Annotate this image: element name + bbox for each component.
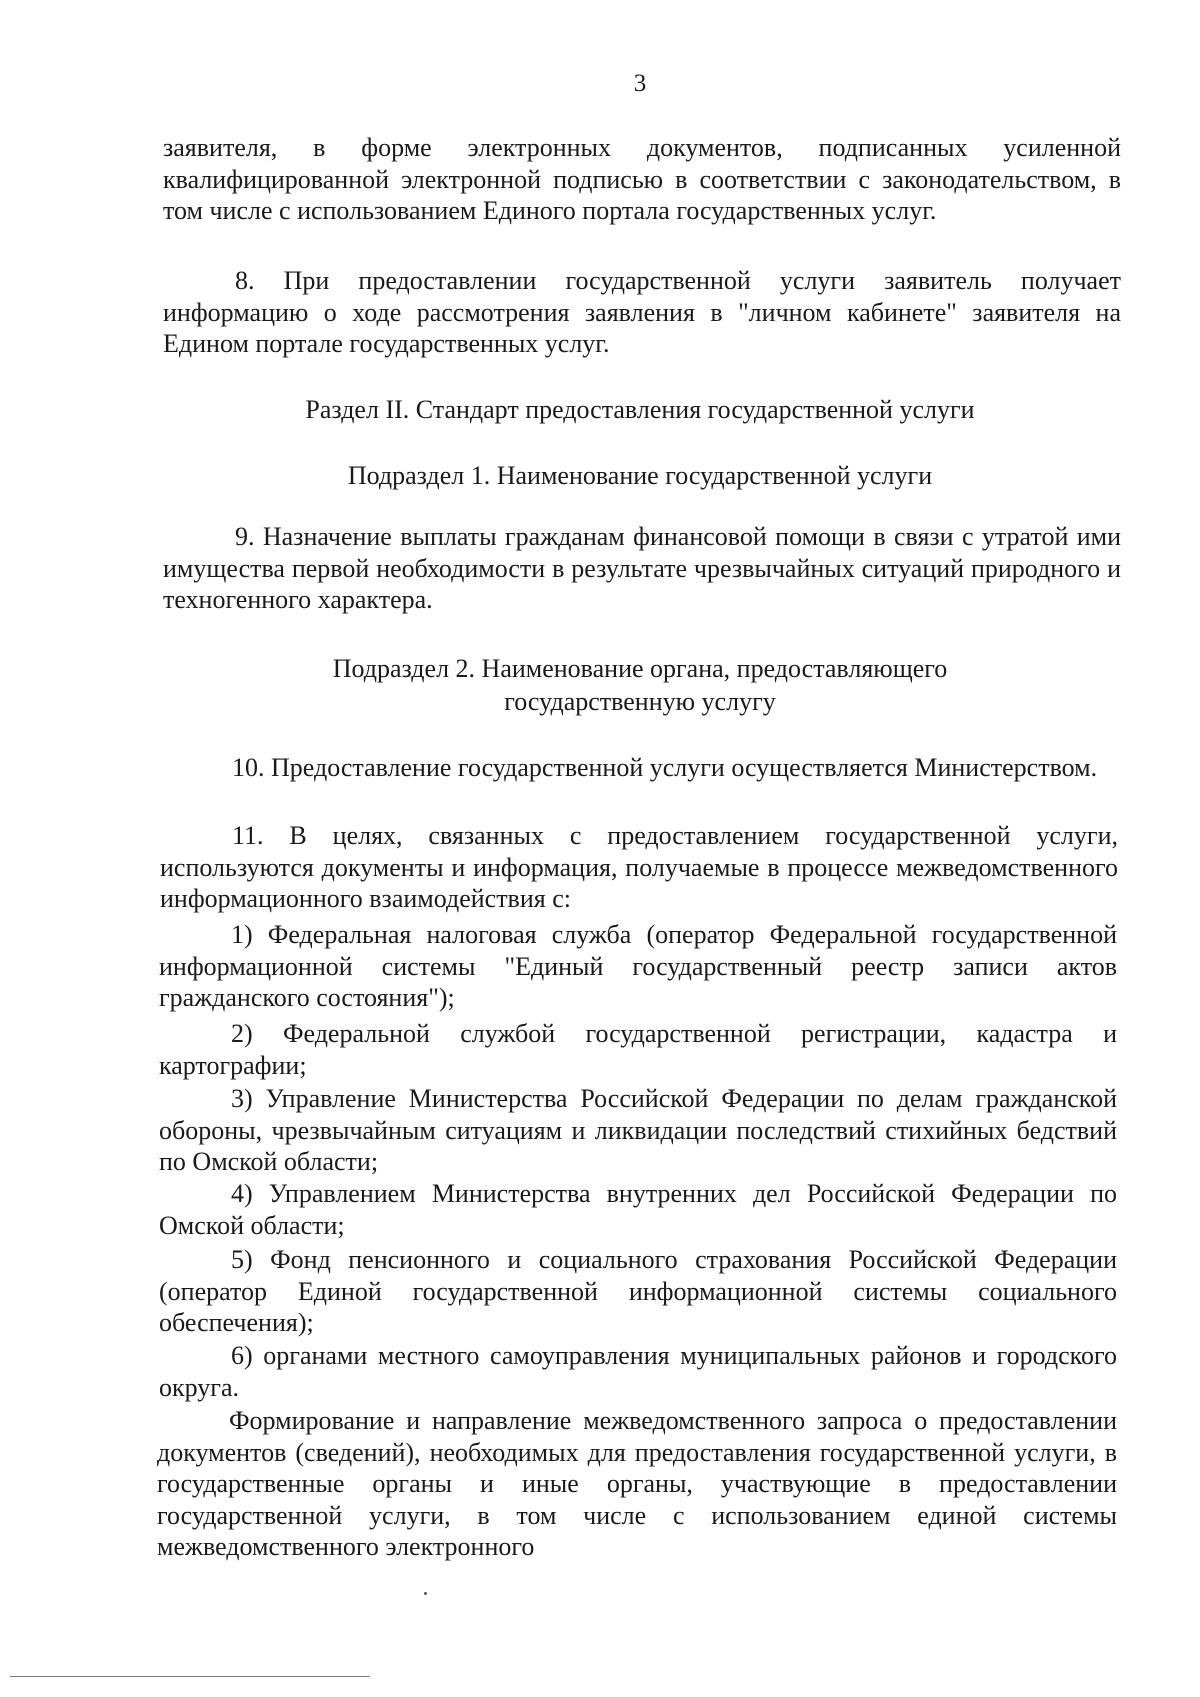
paragraph-11: 11. В целях, связанных с предоставлением государственной услуги, используются документы и информация, получаемые в процессе межведомственного информационного взаимодействия с: (160, 821, 1118, 913)
list-item: 4) Управлением Министерства внутренних дел Российской Федерации по Омской области; (159, 1179, 1117, 1240)
list-item: 6) органами местного самоуправления муниципальных районов и городского округа. (159, 1341, 1117, 1402)
paragraph-8: 8. При предоставлении государственной услуги заявитель получает информацию о ходе рассмотрения заявления в "личном кабинете" заявителя на Едином портале государственных услуг. (163, 266, 1121, 358)
paragraph-intro: заявителя, в форме электронных документов, подписанных усиленной квалифицированной электронной подписью в соответствии с законодательством, в том числе с использованием Единого портала государственных услуг. (163, 133, 1121, 225)
subsection-2-heading-line-2: государственную услугу (504, 687, 776, 716)
scan-edge-line (10, 1676, 370, 1677)
paragraph-10: 10. Предоставление государственной услуги осуществляется Министерством. (232, 753, 1098, 782)
list-item: 1) Федеральная налоговая служба (оператор Федеральной государственной информационной системы "Единый государственный реестр записи актов гражданского состояния"); (159, 920, 1117, 1012)
page-number: 3 (633, 70, 647, 97)
scan-speck (424, 1592, 427, 1595)
paragraph-final: Формирование и направление межведомственного запроса о предоставлении документов (сведений), необходимых для предоставления государственной услуги, в государственные органы и иные органы, участвующие в предоставлении государственной услуги, в том числе с использованием единой системы межведомственного электронного (157, 1406, 1117, 1561)
list-item: 2) Федеральной службой государственной регистрации, кадастра и картографии; (159, 1019, 1117, 1080)
list-item: 3) Управление Министерства Российской Федерации по делам гражданской обороны, чрезвычайным ситуациям и ликвидации последствий стихийных бедствий по Омской области; (159, 1084, 1117, 1176)
section-2-heading: Раздел II. Стандарт предоставления государственной услуги (305, 395, 975, 424)
paragraph-9: 9. Назначение выплаты гражданам финансовой помощи в связи с утратой ими имущества первой необходимости в результате чрезвычайных ситуаций природного и техногенного характера. (163, 522, 1121, 614)
subsection-1-heading: Подраздел 1. Наименование государственной услуги (347, 461, 933, 490)
list-item: 5) Фонд пенсионного и социального страхования Российской Федерации (оператор Единой государственной информационной системы социального обеспечения); (159, 1245, 1117, 1337)
subsection-2-heading-line-1: Подраздел 2. Наименование органа, предоставляющего (332, 654, 948, 683)
